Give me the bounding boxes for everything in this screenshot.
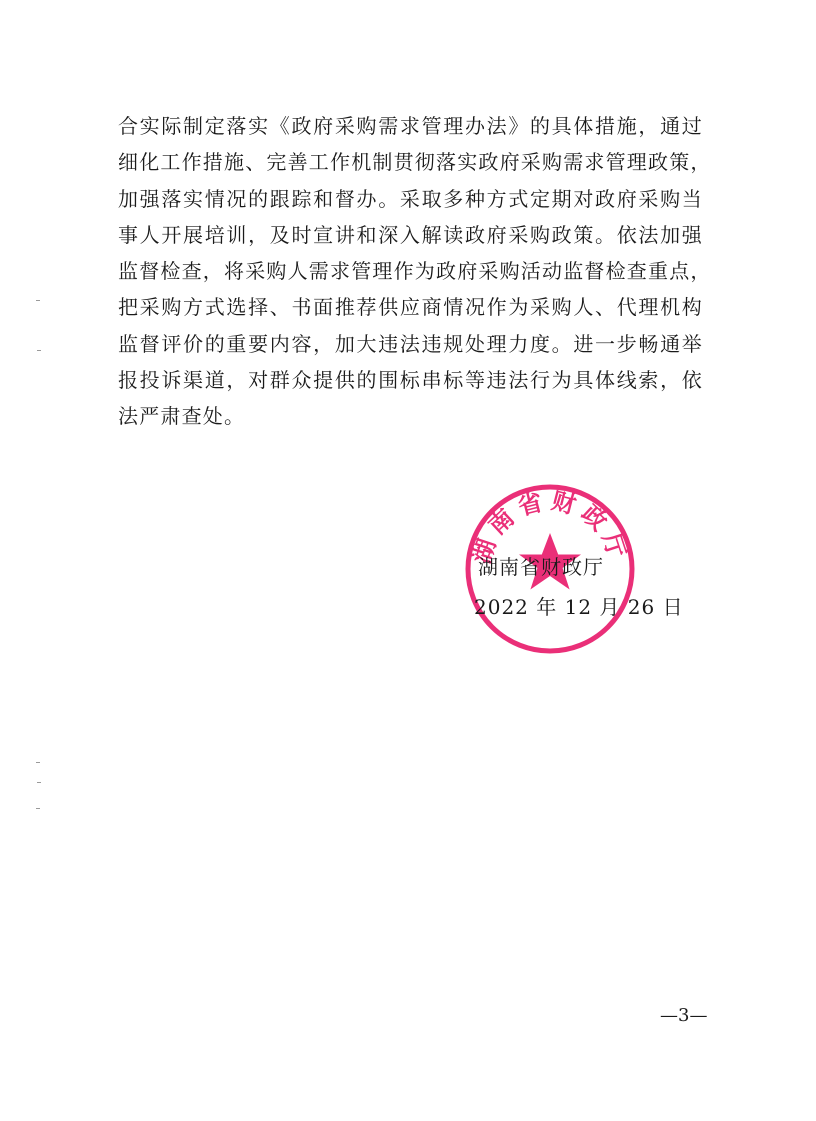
scan-mark	[37, 782, 41, 783]
page-number: —3—	[660, 1005, 708, 1026]
seal-ring-text: 湖南省财政厅	[466, 485, 634, 568]
body-line: 监督评价的重要内容，加大违法违规处理力度。进一步畅通举	[118, 331, 703, 356]
scan-mark	[36, 762, 40, 763]
body-line: 细化工作措施、完善工作机制贯彻落实政府采购需求管理政策，	[118, 150, 712, 175]
scan-mark	[37, 350, 41, 351]
body-line: 监督检查，将采购人需求管理作为政府采购活动监督检查重点，	[118, 259, 712, 284]
body-line: 法严肃查处。	[118, 404, 246, 429]
body-line: 事人开展培训，及时宣讲和深入解读政府采购政策。依法加强	[118, 222, 703, 247]
scan-mark	[36, 808, 40, 809]
body-line: 报投诉渠道，对群众提供的围标串标等违法行为具体线索，依	[118, 368, 703, 393]
signature-organization: 湖南省财政厅	[478, 555, 604, 579]
signature-date: 2022 年 12 月 26 日	[474, 595, 684, 619]
body-paragraph	[118, 108, 712, 435]
scan-mark	[36, 300, 40, 301]
body-line: 把采购方式选择、书面推荐供应商情况作为采购人、代理机构	[118, 295, 703, 320]
body-line: 合实际制定落实《政府采购需求管理办法》的具体措施，通过	[118, 114, 703, 138]
body-line: 加强落实情况的跟踪和督办。采取多种方式定期对政府采购当	[118, 186, 703, 211]
